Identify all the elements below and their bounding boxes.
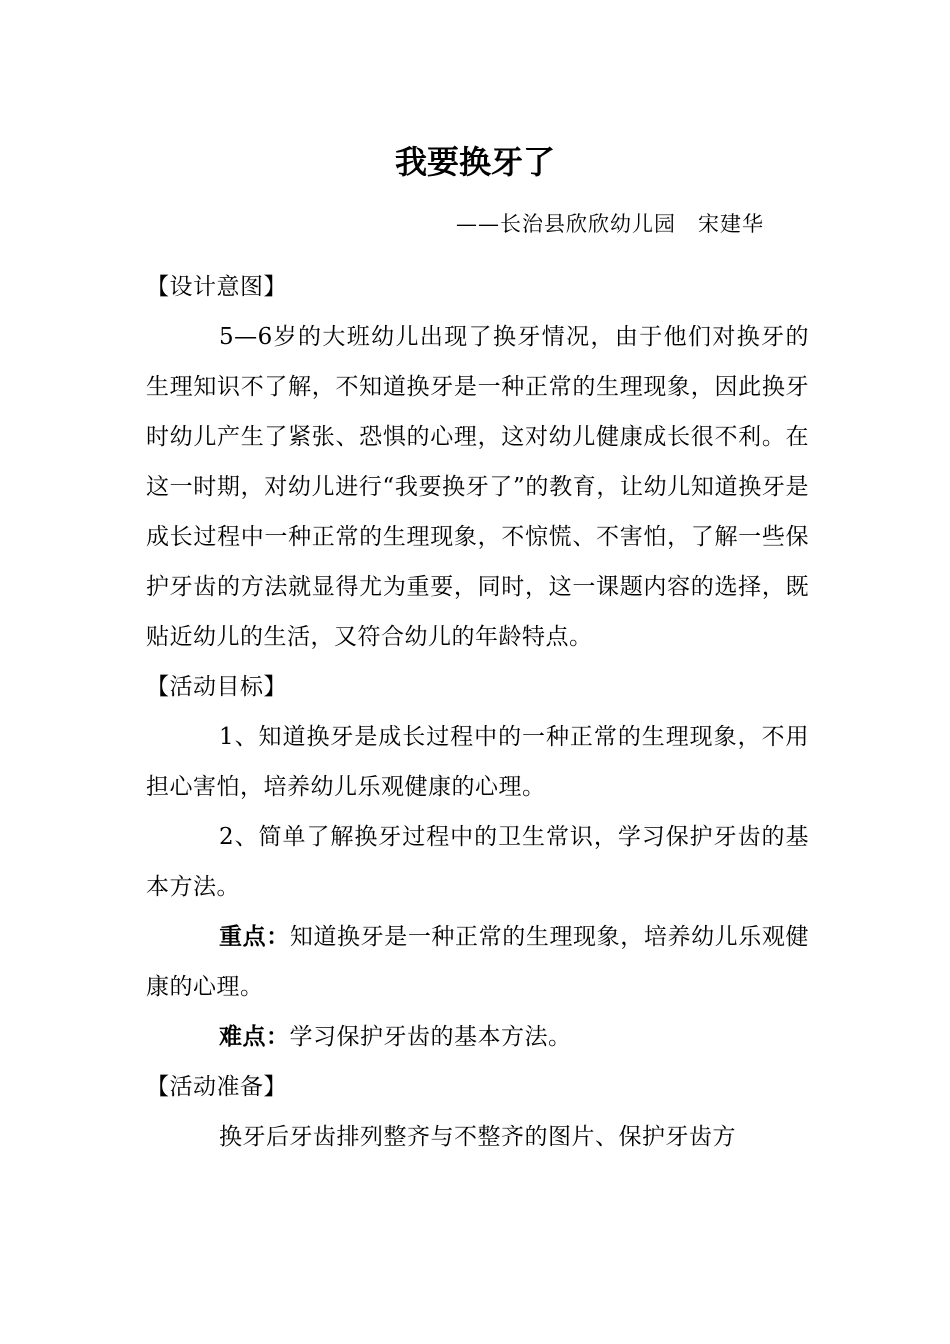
document-body [146, 262, 809, 1162]
difficulty-label: 难点： [219, 1023, 290, 1050]
goal-item-1: 1、知道换牙是成长过程中的一种正常的生理现象，不用担心害怕，培养幼儿乐观健康的心理。 [146, 724, 809, 800]
goal-item-2: 2、简单了解换牙过程中的卫生常识，学习保护牙齿的基本方法。 [146, 824, 809, 900]
preparation-paragraph: 换牙后牙齿排列整齐与不整齐的图片、保护牙齿方 [219, 1124, 736, 1150]
key-point [146, 912, 809, 1012]
difficulty-point [146, 1012, 809, 1062]
difficulty-text: 学习保护牙齿的基本方法。 [289, 1024, 572, 1050]
author-byline: ——长治县欣欣幼儿园 宋建华 [456, 212, 764, 236]
design-intent-paragraph: 5—6岁的大班幼儿出现了换牙情况，由于他们对换牙的生理知识不了解，不知道换牙是一种正常的生理现象，因此换牙时幼儿产生了紧张、恐惧的心理，这对幼儿健康成长很不利。在这一时期，对幼儿进行“我要换牙了”的教育，让幼儿知道换牙是成长过程中一种正常的生理现象，不惊慌、不害怕，了解一些保护牙齿的方法就显得尤为重要，同时，这一课题内容的选择，既贴近幼儿的生活，又符合幼儿的年龄特点。 [146, 324, 809, 650]
key-point-text: 知道换牙是一种正常的生理现象，培养幼儿乐观健康的心理。 [146, 924, 809, 1000]
section-heading-goals: 【活动目标】 [146, 674, 287, 700]
section-heading-preparation: 【活动准备】 [146, 1074, 287, 1100]
section-heading-design-intent: 【设计意图】 [146, 274, 287, 300]
key-point-label: 重点： [219, 923, 290, 950]
document-title: 我要换牙了 [394, 143, 555, 181]
